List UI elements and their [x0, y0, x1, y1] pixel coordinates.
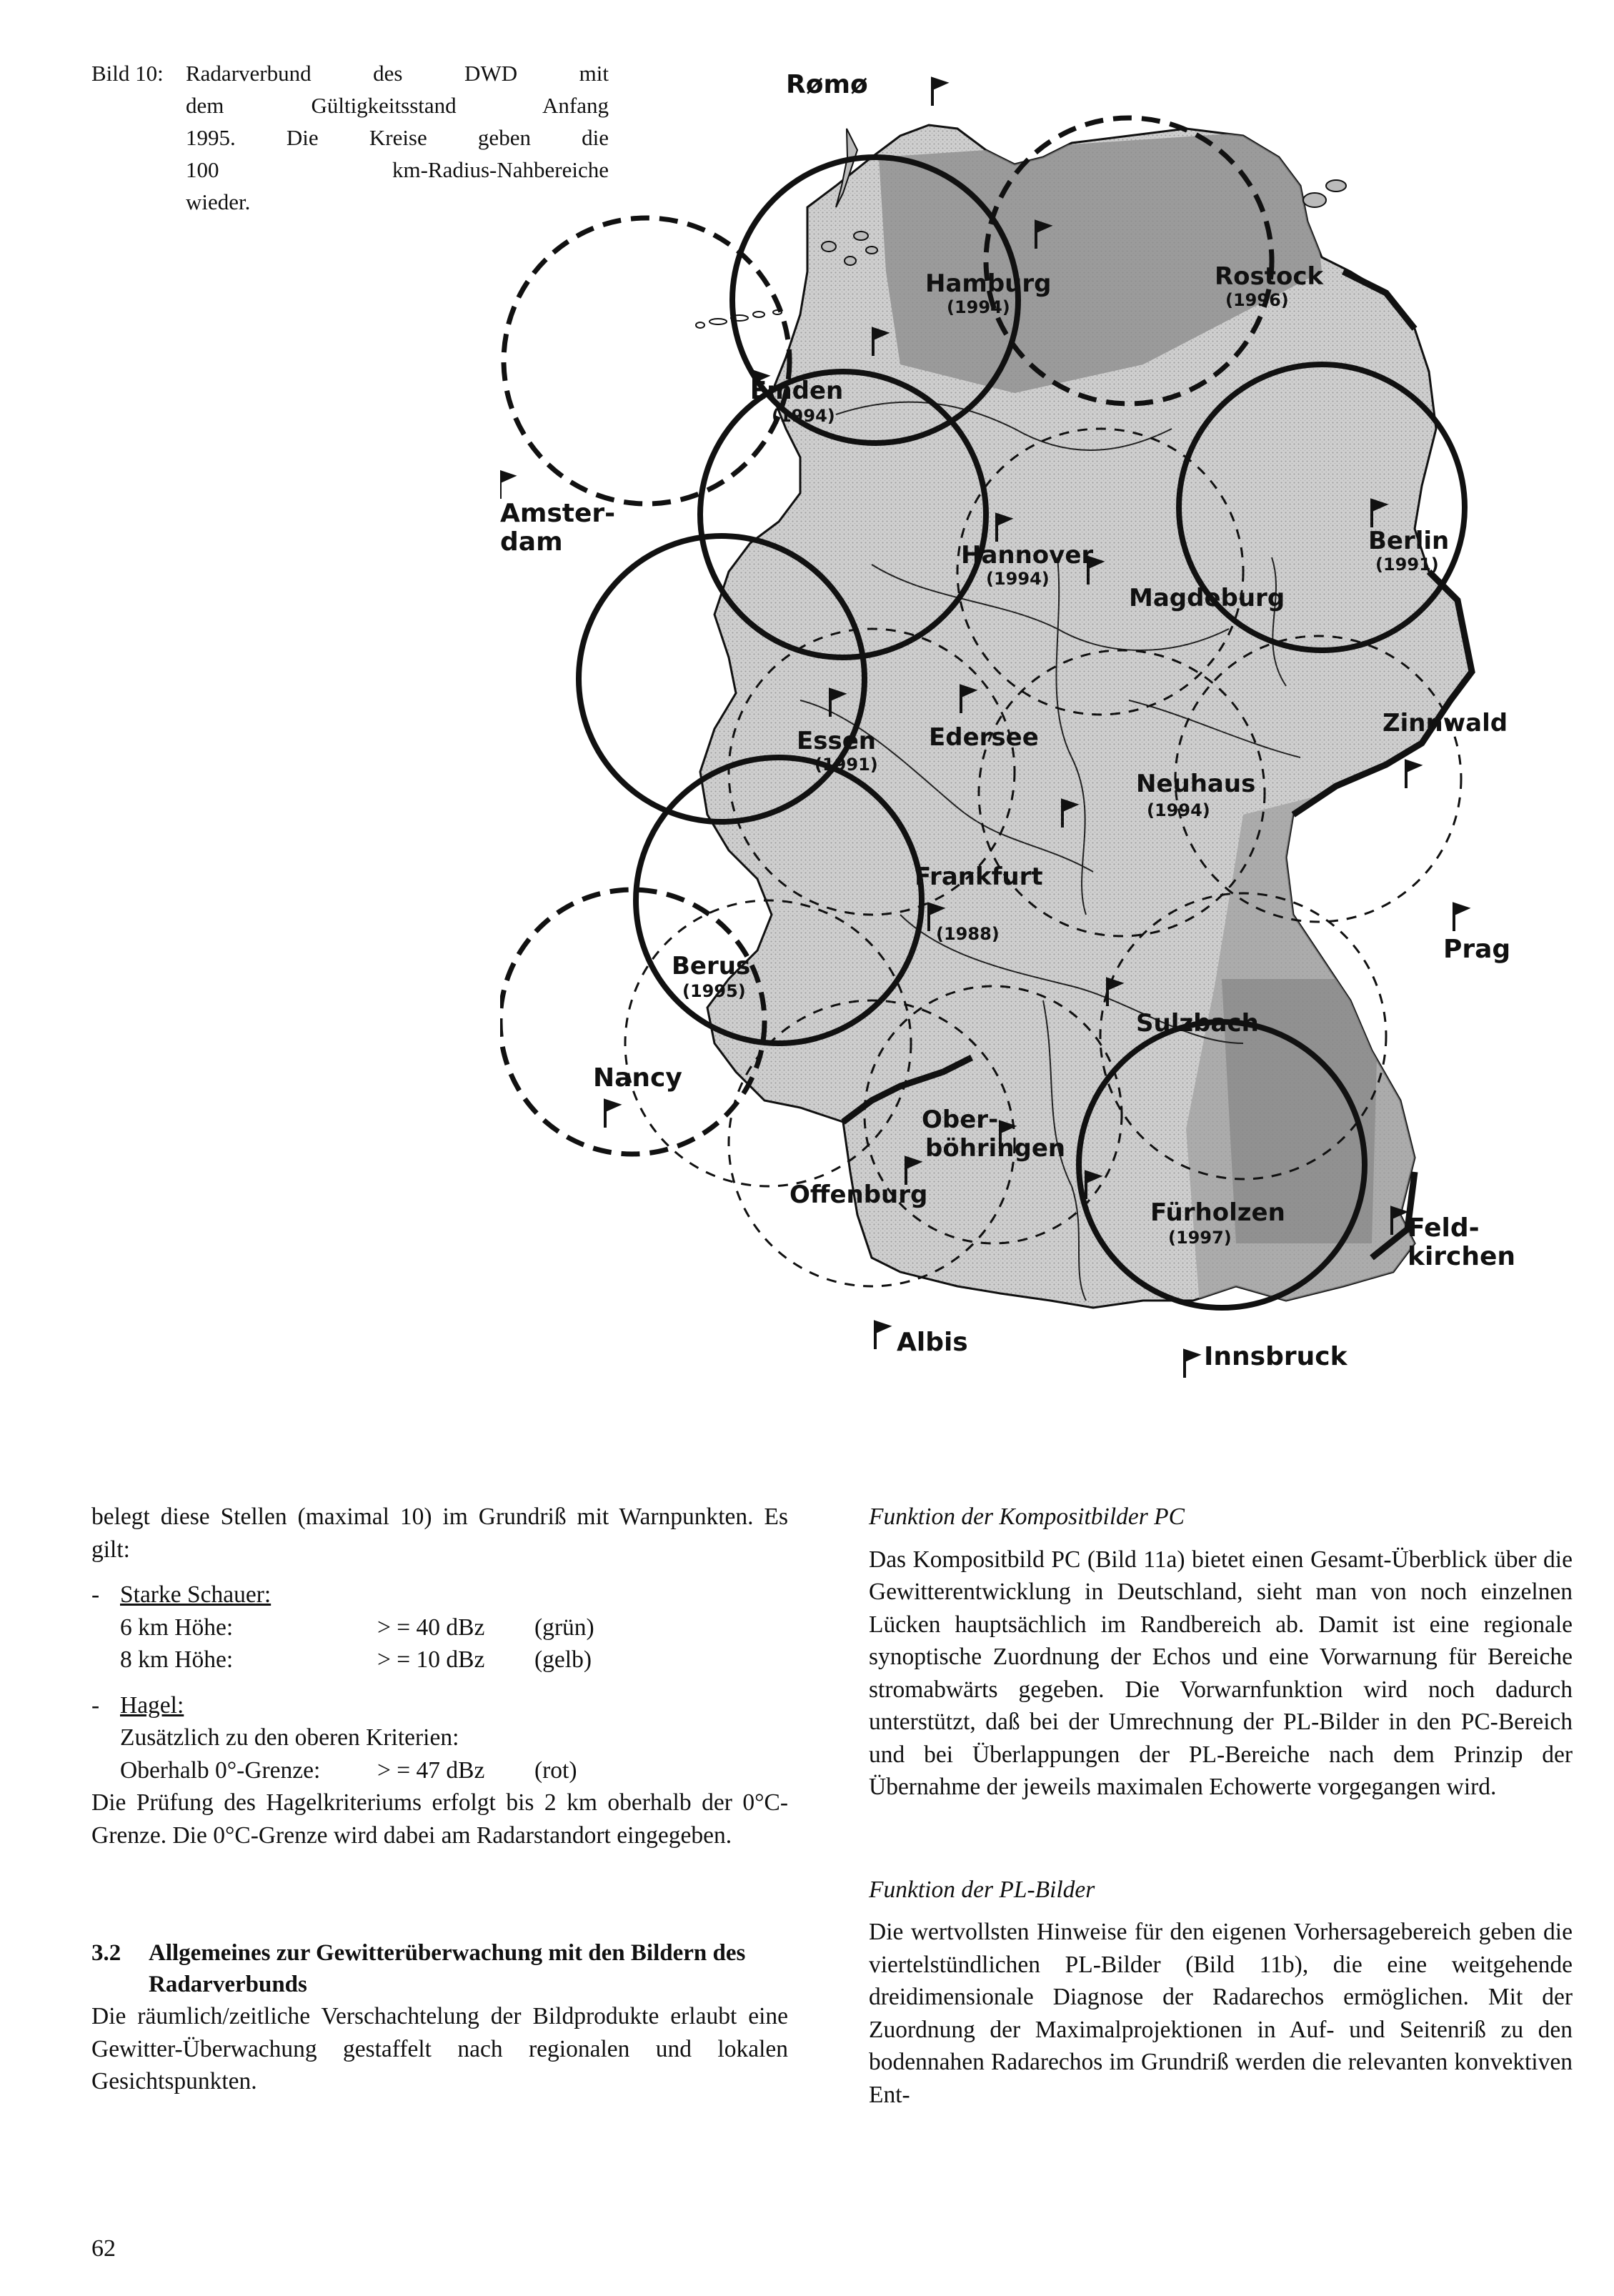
paragraph-pl-bilder: Die wertvollsten Hinweise für den eigenen Vorhersagebereich geben die viertelstündlichen PL-Bilder (Bild 11b), die eine weitgehende dreidimensionale Diagnose der Radarechos ermöglichen. Mit der Zuordnung der Maximalprojektionen in Auf- und Seitenriß zu den bodennahen Radarechos im Grundriß werden die relevanten konvektiven Ent- — [869, 1919, 1573, 2108]
caption-label: Bild 10: — [91, 61, 164, 86]
criteria-value: > = 47 dBz — [377, 1756, 485, 1784]
label-feldkirchen-1: Feld- — [1408, 1213, 1480, 1243]
site-label-zinnwald: Zinnwald — [1383, 709, 1508, 737]
criteria-hagel — [91, 1689, 788, 1787]
site-label-rostock: Rostock — [1215, 262, 1324, 291]
site-label-magdeburg: Magdeburg — [1129, 584, 1285, 612]
site-label-edersee: Edersee — [929, 723, 1039, 752]
criteria-value: > = 40 dBz — [377, 1614, 485, 1641]
site-year-berlin: (1991) — [1375, 555, 1439, 575]
label-nancy: Nancy — [593, 1063, 682, 1093]
site-year-frankfurt: (1988) — [936, 924, 1000, 944]
criteria-row — [120, 1754, 788, 1787]
criteria-value: > = 10 dBz — [377, 1646, 485, 1673]
flag-icon — [875, 1322, 888, 1349]
flag-icon — [1185, 1351, 1197, 1378]
criteria-label: 8 km Höhe: — [120, 1646, 234, 1673]
criteria-row — [120, 1611, 788, 1644]
section-number: 3.2 — [91, 1940, 121, 1966]
site-label-hannover: Hannover — [961, 541, 1094, 570]
caption-line: dem Gültigkeitsstand Anfang — [186, 93, 609, 118]
caption-line: 100 km-Radius-Nahbereiche — [186, 157, 609, 182]
section-title: Allgemeines zur Gewitterüberwachung mit den Bildern des Radarverbunds — [149, 1940, 746, 1997]
site-year-neuhaus: (1994) — [1147, 800, 1210, 820]
caption-line: 1995. Die Kreise geben die — [186, 125, 609, 150]
list-dash: - — [91, 1691, 100, 1719]
page-number: 62 — [91, 2235, 116, 2262]
intro-paragraph: belegt diese Stellen (maximal 10) im Grundriß mit Warnpunkten. Es gilt: — [91, 1504, 788, 1563]
section-heading — [91, 1937, 788, 2000]
site-year-fuerholzen: (1997) — [1168, 1228, 1232, 1248]
paragraph-kompositbilder: Das Kompositbild PC (Bild 11a) bietet einen Gesamt-Überblick über die Gewitterentwicklung in Deutschland, sieht man von noch einzelnen Lücken hauptsächlich im Randbereich ab. Damit ist eine regionale synoptische Zuordnung der Echos und eine Vorwarnung für Bereiche stromabwärts gegeben. Die Vorwarnfunktion wird noch dadurch unterstützt, daß bei der Umrechnung der PL-Bilder in den PC-Bereich und bei Überlappungen der PL-Bereiche nach dem Prinzip der Übernahme der jeweils maximalen Echowerte vorgegangen wird. — [869, 1546, 1573, 1800]
criteria-note: (grün) — [534, 1614, 594, 1641]
section-paragraph: Die räumlich/zeitliche Verschachtelung der Bildprodukte erlaubt eine Gewitter-Überwachung gestaffelt nach regionalen und lokalen Gesichtspunkten. — [91, 2003, 788, 2094]
site-label-frankfurt: Frankfurt — [915, 863, 1043, 891]
label-amsterdam-1: Amster- — [500, 499, 616, 528]
site-label-oberboehringen-1: Ober- — [922, 1105, 999, 1134]
site-year-essen: (1991) — [815, 755, 878, 775]
subheading-pl-bilder: Funktion der PL-Bilder — [869, 1876, 1095, 1903]
label-romo: Rømø — [786, 70, 868, 99]
site-label-hamburg: Hamburg — [925, 269, 1052, 298]
site-label-essen: Essen — [797, 727, 876, 755]
left-column — [91, 1501, 788, 2098]
frisian-islands — [696, 310, 782, 328]
flag-icon — [1454, 904, 1467, 931]
list-dash: - — [91, 1581, 100, 1608]
site-label-offenburg: Offenburg — [789, 1181, 928, 1209]
label-albis: Albis — [897, 1328, 968, 1357]
criteria-label: Oberhalb 0°-Grenze: — [120, 1756, 321, 1784]
hagel-paragraph: Die Prüfung des Hagelkriteriums erfolgt bis 2 km oberhalb der 0°C-Grenze. Die 0°C-Grenze wird dabei am Radarstandort eingegeben. — [91, 1789, 788, 1849]
hagel-line: Zusätzlich zu den oberen Kriterien: — [120, 1724, 459, 1751]
caption-line: wieder. — [186, 189, 251, 214]
label-prag: Prag — [1443, 935, 1511, 964]
hagel-title: Hagel: — [120, 1691, 184, 1719]
label-amsterdam-2: dam — [500, 527, 563, 557]
site-label-fuerholzen: Fürholzen — [1150, 1198, 1285, 1227]
site-year-hamburg: (1994) — [947, 297, 1010, 317]
site-label-neuhaus: Neuhaus — [1136, 770, 1256, 798]
flag-icon — [605, 1100, 618, 1128]
site-label-berlin: Berlin — [1368, 527, 1450, 555]
subheading-kompositbilder: Funktion der Kompositbilder PC — [869, 1504, 1185, 1530]
site-label-oberboehringen-2: böhringen — [925, 1134, 1066, 1163]
site-year-rostock: (1996) — [1225, 290, 1289, 310]
site-label-emden: Emden — [750, 377, 844, 405]
label-feldkirchen-2: kirchen — [1408, 1242, 1516, 1271]
flag-icon — [1406, 761, 1419, 788]
schauer-title: Starke Schauer: — [120, 1581, 272, 1608]
site-label-berus: Berus — [672, 952, 751, 980]
site-year-berus: (1995) — [682, 981, 746, 1001]
criteria-note: (gelb) — [534, 1646, 592, 1673]
criteria-row — [120, 1644, 788, 1676]
site-year-emden: (1994) — [772, 406, 835, 426]
flag-icon — [500, 472, 513, 499]
criteria-label: 6 km Höhe: — [120, 1614, 234, 1641]
right-column — [869, 1501, 1573, 2111]
radar-network-map — [500, 57, 1600, 1415]
criteria-schauer — [91, 1579, 788, 1676]
flag-icon — [932, 79, 945, 106]
caption-line: Radarverbund des DWD mit — [186, 61, 609, 86]
label-innsbruck: Innsbruck — [1204, 1342, 1348, 1371]
site-label-sulzbach: Sulzbach — [1136, 1009, 1259, 1038]
criteria-note: (rot) — [534, 1756, 577, 1784]
site-year-hannover: (1994) — [986, 569, 1050, 589]
